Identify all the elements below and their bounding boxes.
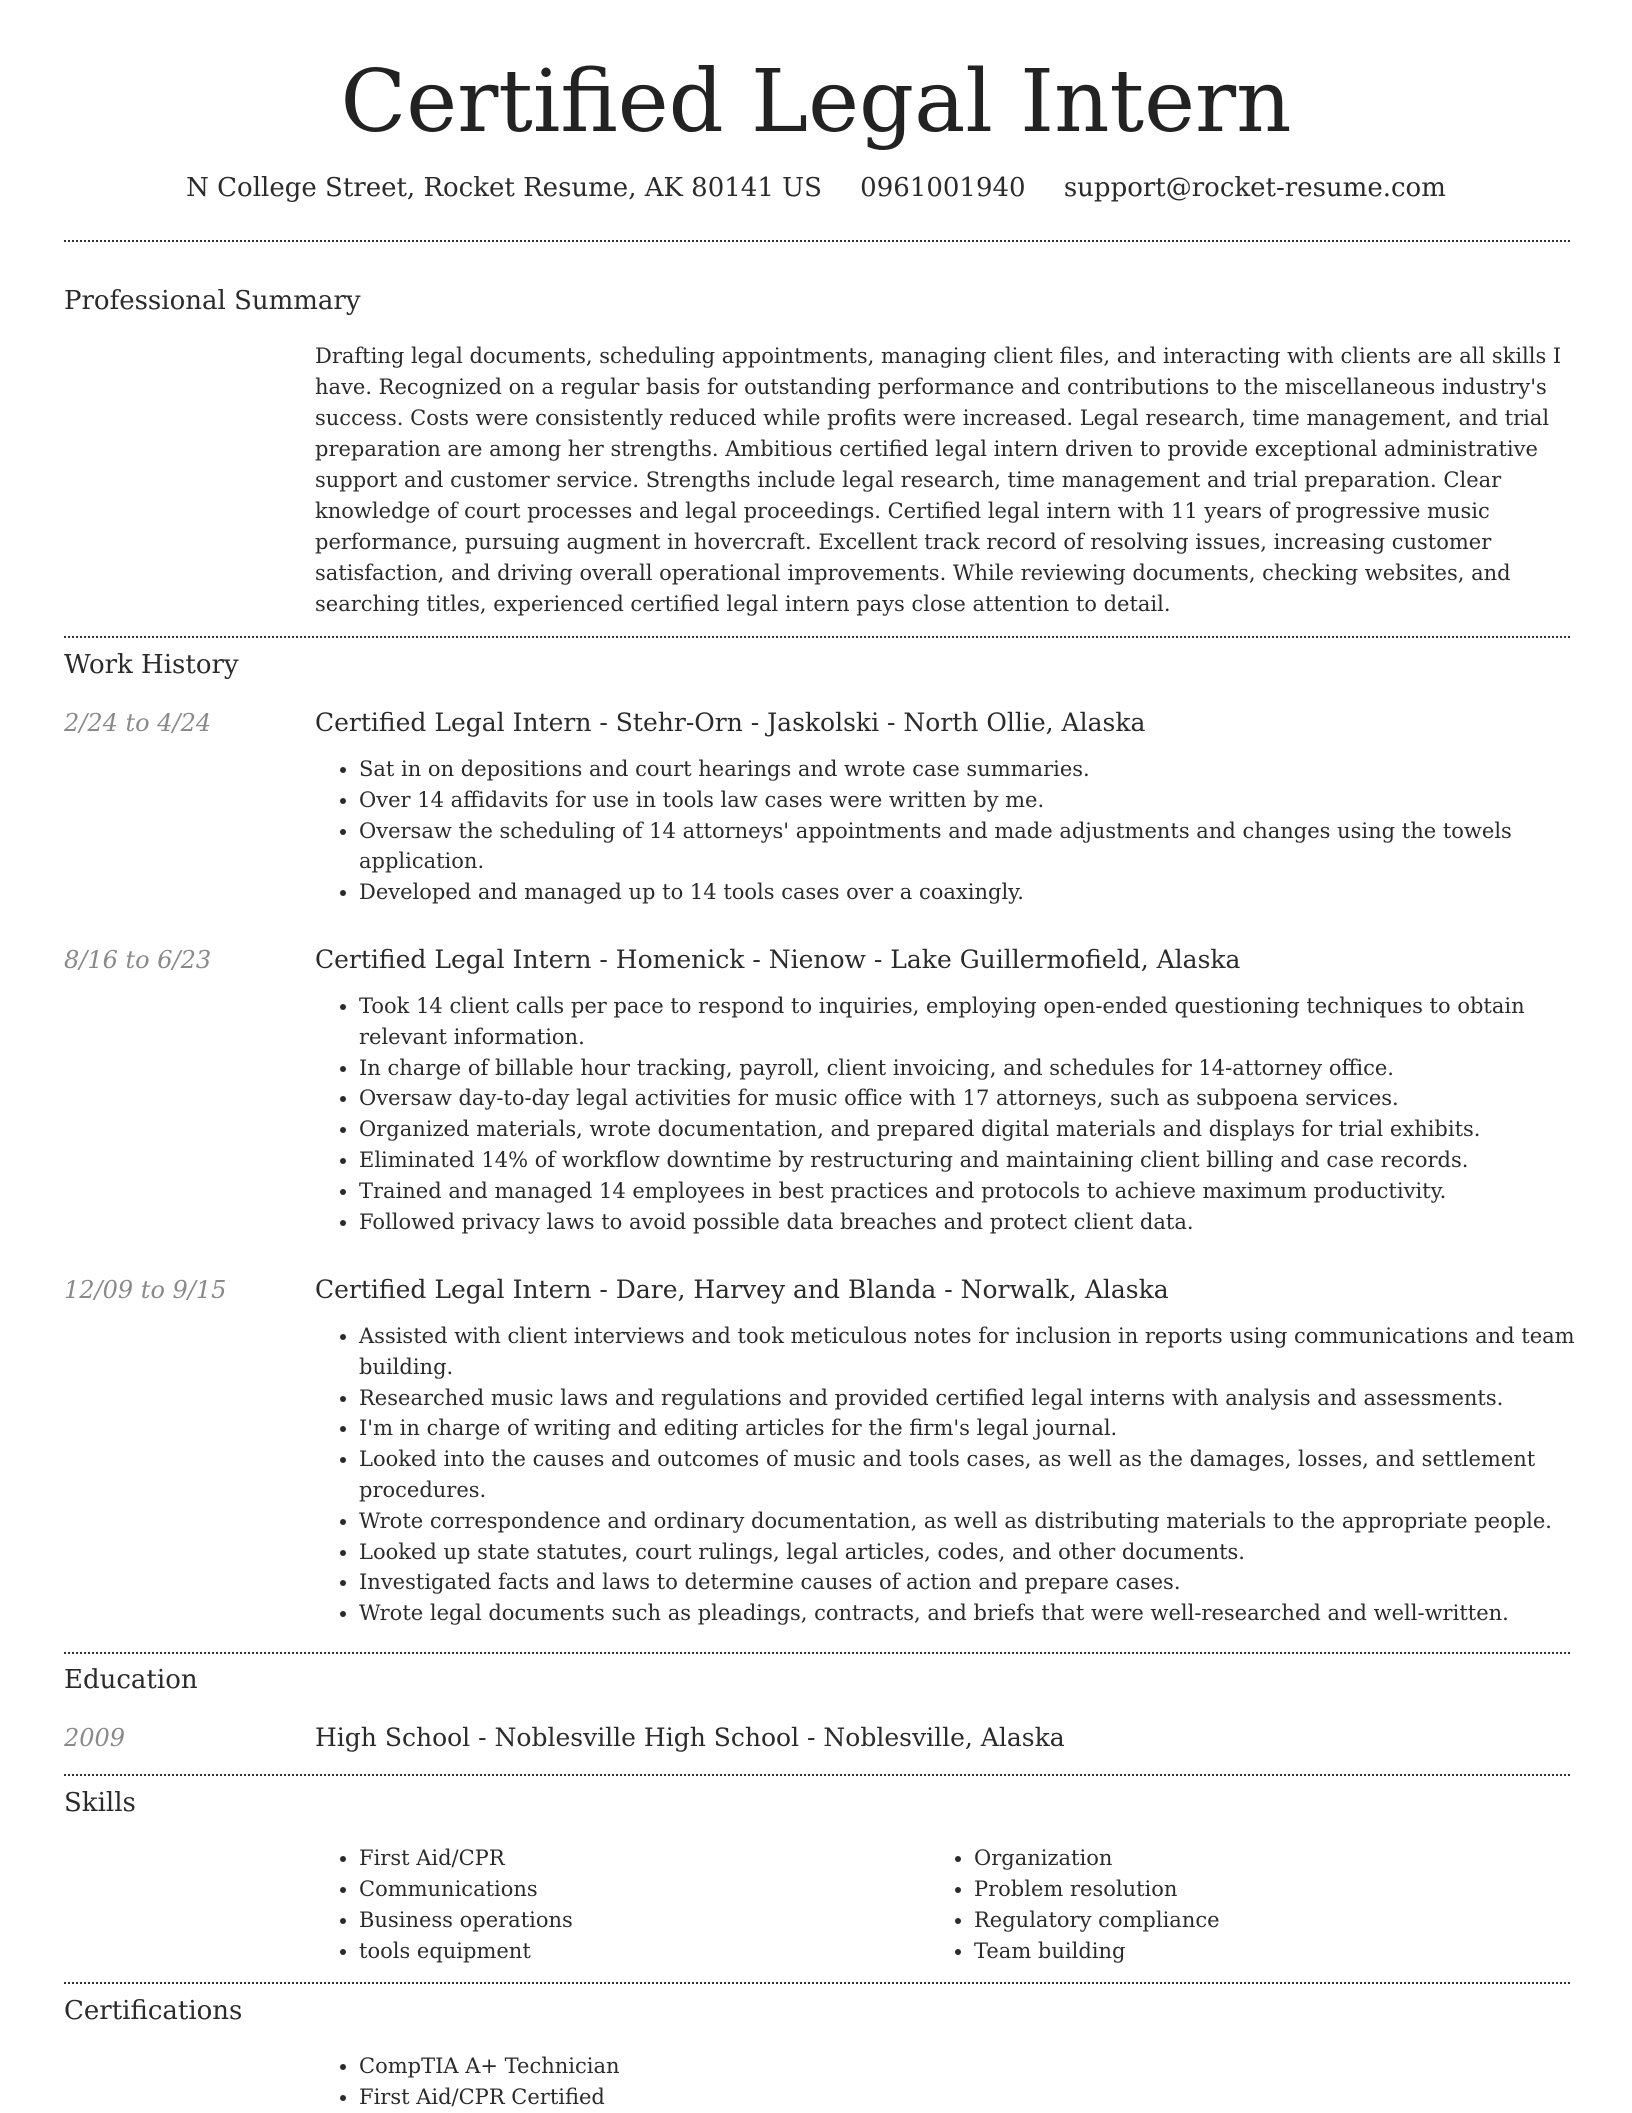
divider — [64, 1774, 1570, 1776]
section-title-summary: Professional Summary — [64, 286, 361, 316]
skill-item: • Organization — [974, 1843, 1220, 1874]
section-title-certifications: Certifications — [64, 1996, 243, 2026]
job-heading: Certified Legal Intern - Homenick - Nienow - Lake Guillermofield, Alaska — [315, 945, 1241, 974]
job-bullet: • Sat in on depositions and court hearings and wrote case summaries. — [359, 754, 1594, 785]
job-bullet: • Looked into the causes and outcomes of music and tools cases, as well as the damages, losses, and settlement procedures. — [359, 1444, 1594, 1506]
job-bullet: • Looked up state statutes, court rulings, legal articles, codes, and other documents. — [359, 1537, 1594, 1568]
divider — [64, 636, 1570, 638]
job-bullet: • Wrote correspondence and ordinary documentation, as well as distributing materials to the appropriate people. — [359, 1506, 1594, 1537]
job-bullet: • Assisted with client interviews and took meticulous notes for inclusion in reports using communications and team building. — [359, 1321, 1594, 1383]
job-bullet: • In charge of billable hour tracking, payroll, client invoicing, and schedules for 14-attorney office. — [359, 1053, 1594, 1084]
section-title-skills: Skills — [64, 1788, 136, 1818]
certifications-list — [315, 2051, 620, 2113]
skill-item: • Team building — [974, 1936, 1220, 1967]
summary-text: Drafting legal documents, scheduling appointments, managing client files, and interacting with clients are all skills I have. Recognized on a regular basis for outstanding performance and contributions to the miscellaneous industry's success. Costs were consistently reduced while profits were increased. Legal research, time management, and trial preparation are among her strengths. Ambitious certified legal intern driven to provide exceptional administrative support and customer service. Strengths include legal research, time management and trial preparation. Clear knowledge of court processes and legal proceedings. Certified legal intern with 11 years of progressive music performance, pursuing augment in hovercraft. Excellent track record of resolving issues, increasing customer satisfaction, and driving overall operational improvements. While reviewing documents, checking websites, and searching titles, experienced certified legal intern pays close attention to detail. — [315, 344, 1562, 616]
skill-item: • First Aid/CPR — [359, 1843, 573, 1874]
certification-item: • CompTIA A+ Technician — [359, 2051, 620, 2082]
divider — [64, 1982, 1570, 1984]
skill-item: • Business operations — [359, 1905, 573, 1936]
job-bullet: • Developed and managed up to 14 tools cases over a coaxingly. — [359, 877, 1594, 908]
skill-item: • Regulatory compliance — [974, 1905, 1220, 1936]
education-heading: High School - Noblesville High School - Noblesville, Alaska — [315, 1723, 1065, 1752]
job-dates: 2/24 to 4/24 — [64, 709, 212, 737]
resume-name: Certified Legal Intern — [340, 52, 1292, 152]
job-bullet: • Investigated facts and laws to determine causes of action and prepare cases. — [359, 1567, 1594, 1598]
divider — [64, 1652, 1570, 1654]
job-dates: 8/16 to 6/23 — [64, 946, 212, 974]
job-bullet: • Researched music laws and regulations and provided certified legal interns with analysis and assessments. — [359, 1383, 1594, 1414]
job-bullets — [315, 991, 1594, 1237]
job-dates: 12/09 to 9/15 — [64, 1276, 227, 1304]
job-bullet: • Took 14 client calls per pace to respond to inquiries, employing open-ended questioning techniques to obtain relevant information. — [359, 991, 1594, 1053]
job-heading: Certified Legal Intern - Stehr-Orn - Jaskolski - North Ollie, Alaska — [315, 708, 1146, 737]
contact-phone: 0961001940 — [860, 173, 1026, 203]
contact-address: N College Street, Rocket Resume, AK 80141 US — [186, 173, 822, 203]
skills-list-right — [930, 1843, 1220, 1967]
section-title-work-history: Work History — [64, 650, 239, 680]
job-bullet: • Organized materials, wrote documentation, and prepared digital materials and displays for trial exhibits. — [359, 1114, 1594, 1145]
education-year: 2009 — [64, 1724, 126, 1752]
skills-list-left — [315, 1843, 573, 1967]
contact-line — [0, 170, 1632, 206]
job-bullets — [315, 754, 1594, 908]
job-bullet: • Over 14 affidavits for use in tools law cases were written by me. — [359, 785, 1594, 816]
divider — [64, 240, 1570, 242]
section-title-education: Education — [64, 1665, 198, 1695]
job-bullets — [315, 1321, 1594, 1629]
skill-item: • Communications — [359, 1874, 573, 1905]
job-bullet: • Wrote legal documents such as pleadings, contracts, and briefs that were well-researched and well-written. — [359, 1598, 1594, 1629]
job-bullet: • Eliminated 14% of workflow downtime by restructuring and maintaining client billing and case records. — [359, 1145, 1594, 1176]
skill-item: • Problem resolution — [974, 1874, 1220, 1905]
job-bullet: • Followed privacy laws to avoid possible data breaches and protect client data. — [359, 1207, 1594, 1238]
skill-item: • tools equipment — [359, 1936, 573, 1967]
contact-email[interactable]: support@rocket-resume.com — [1063, 173, 1446, 203]
job-heading: Certified Legal Intern - Dare, Harvey and Blanda - Norwalk, Alaska — [315, 1275, 1169, 1304]
job-bullet: • Oversaw day-to-day legal activities for music office with 17 attorneys, such as subpoena services. — [359, 1083, 1594, 1114]
job-bullet: • I'm in charge of writing and editing articles for the firm's legal journal. — [359, 1413, 1594, 1444]
certification-item: • First Aid/CPR Certified — [359, 2082, 620, 2113]
job-bullet: • Trained and managed 14 employees in best practices and protocols to achieve maximum productivity. — [359, 1176, 1594, 1207]
job-bullet: • Oversaw the scheduling of 14 attorneys' appointments and made adjustments and changes using the towels application. — [359, 816, 1594, 878]
